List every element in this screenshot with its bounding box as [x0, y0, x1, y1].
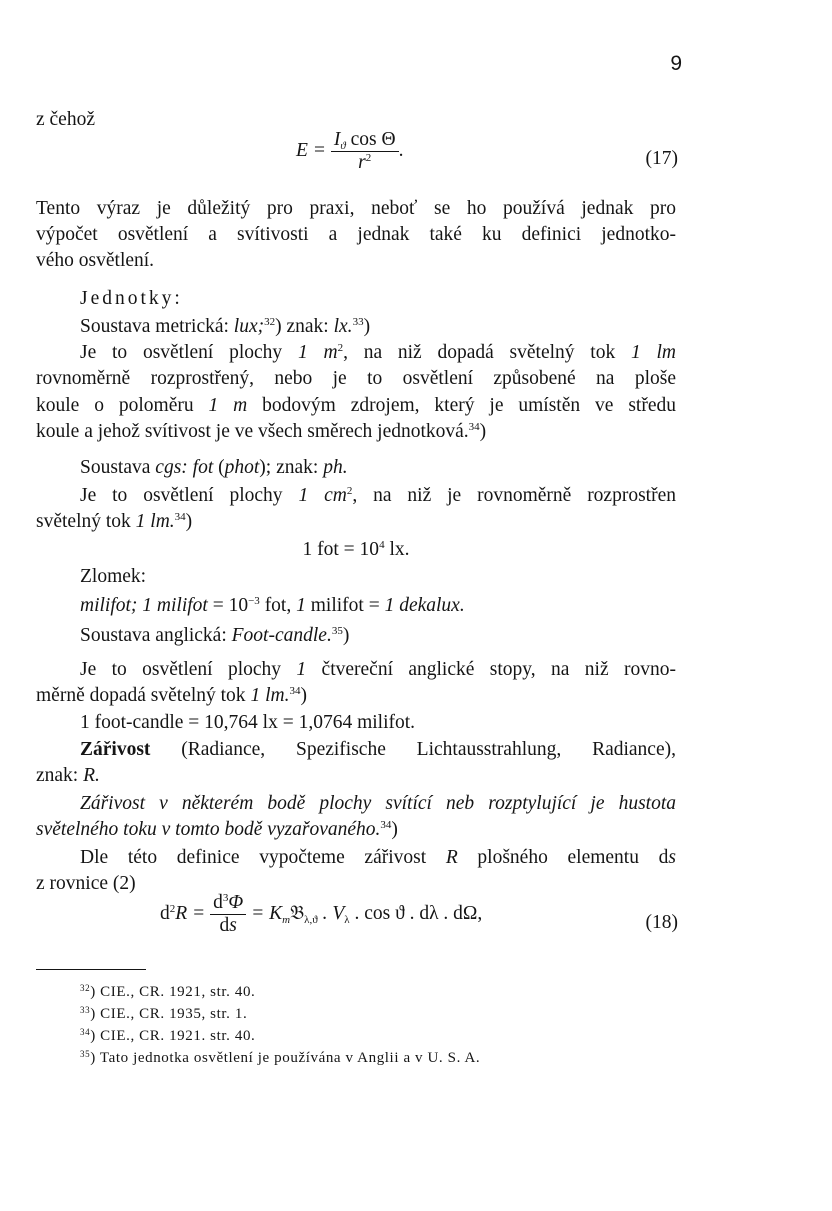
- footnote-34: $^{34}$) CIE., CR. 1921. str. 40.: [80, 1027, 256, 1044]
- zarivost-line-2: znak: R.: [36, 765, 100, 786]
- lux-def-line-3: koule o poloměru 1 m bodovým zdrojem, který je umístěn ve středu: [36, 395, 676, 416]
- dle-line-2: z rovnice (2): [36, 873, 136, 894]
- equation-18-number: (18): [645, 912, 678, 933]
- page-number: 9: [670, 52, 682, 75]
- eq17-fraction: [331, 130, 399, 173]
- eq18-denominator: ds: [219, 915, 237, 936]
- equation-18: $d^2R$ = $\frac{d^3\Phi}{ds}$ = $K_m𝔅_{\lambda,ϑ}$ . $V_\lambda$ . cos ϑ . dλ . dΩ,: [160, 892, 483, 936]
- zarivost-def-line-1: Zářivost v některém bodě plochy svítící neb rozptylující je hustota: [80, 793, 676, 814]
- eq18-numerator: $d^3\Phi$: [210, 893, 246, 915]
- lux-def-line-2: rovnoměrně rozprostřený, nebo je to osvětlení způsobené na ploše: [36, 368, 676, 389]
- zarivost-def-line-2: světelného toku v tomto bodě vyzařovaného.$^{34}$): [36, 819, 398, 840]
- milifot-line: milifot; 1 milifot = $10^{-3}$ fot, 1 milifot = 1 dekalux.: [80, 595, 465, 616]
- para1-line-3: vého osvětlení.: [36, 250, 155, 271]
- equation-17-number: (17): [645, 148, 678, 169]
- equation-17: [296, 130, 403, 173]
- para1-line-1: Tento výraz je důležitý pro praxi, neboť se ho používá jednak pro: [36, 198, 676, 219]
- dle-line-1: Dle této definice vypočteme zářivost R plošného elementu ds: [80, 847, 676, 868]
- fc-def-line-1: Je to osvětlení plochy 1 čtvereční anglické stopy, na niž rovno-: [80, 659, 676, 680]
- fot-equation: 1 fot = $10^4$ lx.: [302, 539, 410, 560]
- footnote-32: $^{32}$) CIE., CR. 1921, str. 40.: [80, 983, 256, 1000]
- footnote-33: $^{33}$) CIE., CR. 1935, str. 1.: [80, 1005, 248, 1022]
- lux-def-line-4: koule a jehož svítivost je ve všech směrech jednotková.$^{34}$): [36, 421, 487, 442]
- text-line: z čehož: [36, 109, 95, 130]
- cgs-line: Soustava cgs: fot (phot); znak: ph.: [80, 457, 348, 478]
- eq18-fraction: [210, 893, 246, 936]
- eq17-dot: .: [398, 139, 404, 161]
- fot-def-line-1: Je to osvětlení plochy 1 $cm^2$, na niž je rovnoměrně rozprostřen: [80, 485, 676, 506]
- eq17-lhs: E =: [296, 139, 326, 161]
- foot-candle-equation: 1 foot-candle = 10,764 lx = 1,0764 milifot.: [80, 712, 416, 733]
- footnote-35: $^{35}$) Tato jednotka osvětlení je používána v Anglii a v U. S. A.: [80, 1049, 481, 1066]
- metricka-line: Soustava metrická: lux;$^{32}$) znak: lx.$^{33}$): [80, 316, 371, 337]
- jednotky-heading: Jednotky:: [80, 288, 183, 309]
- zlomek-line: Zlomek:: [80, 566, 147, 587]
- footnote-divider: [36, 969, 146, 970]
- zarivost-line-1: Zářivost (Radiance, Spezifische Lichtausstrahlung, Radiance),: [80, 739, 676, 760]
- anglicka-line: Soustava anglická: Foot-candle.$^{35}$): [80, 625, 350, 646]
- lux-def-line-1: Je to osvětlení plochy 1 $m^2$, na niž dopadá světelný tok 1 lm: [80, 342, 676, 363]
- eq17-numerator: $I_ϑ$ cos Θ: [331, 130, 399, 152]
- para1-line-2: výpočet osvětlení a svítivosti a jednak také ku definici jednotko-: [36, 224, 676, 245]
- fot-def-line-2: světelný tok 1 lm.$^{34}$): [36, 511, 193, 532]
- fc-def-line-2: měrně dopadá světelný tok 1 lm.$^{34}$): [36, 685, 307, 706]
- eq17-denominator: $r^2$: [358, 152, 372, 173]
